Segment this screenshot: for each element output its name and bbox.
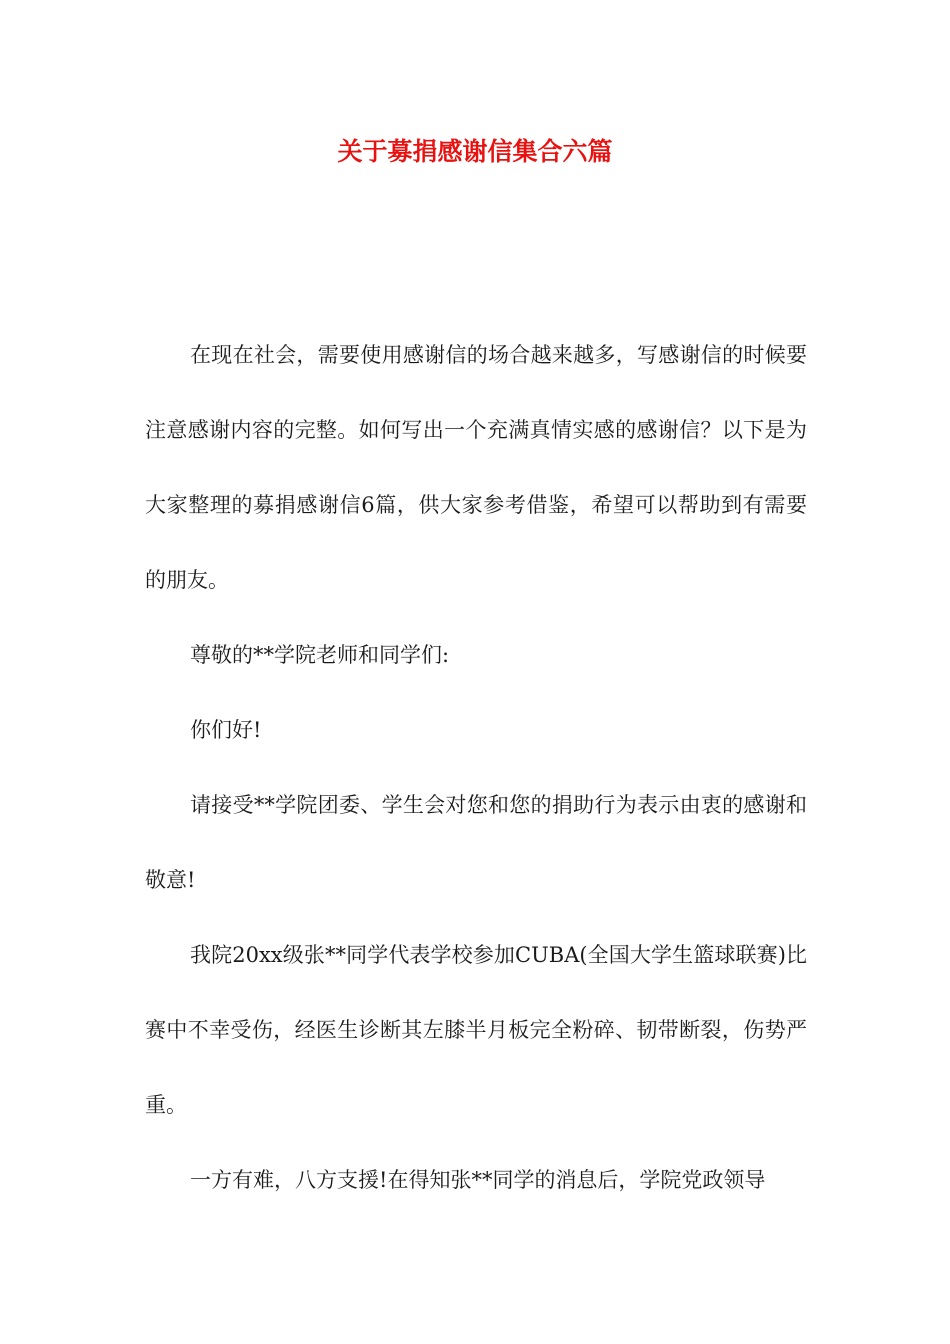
document-title: 关于募捐感谢信集合六篇 (337, 137, 613, 166)
paragraph-thanks: 请接受**学院团委、学生会对您和您的捐助行为表示由衷的感谢和敬意! (145, 793, 807, 892)
paragraph-salutation: 尊敬的**学院老师和同学们: (190, 643, 450, 667)
paragraph-intro: 在现在社会，需要使用感谢信的场合越来越多，写感谢信的时候要注意感谢内容的完整。如何写出一个充满真情实感的感谢信？以下是为大家整理的募捐感谢信6篇，供大家参考借鉴，希望可以帮助到有需要的朋友。 (145, 343, 807, 592)
document-body (145, 318, 807, 1218)
paragraph-injury: 我院20xx级张**同学代表学校参加CUBA(全国大学生篮球联赛)比赛中不幸受伤，经医生诊断其左膝半月板完全粉碎、韧带断裂，伤势严重。 (145, 943, 807, 1117)
paragraph-greeting: 你们好! (190, 718, 262, 742)
paragraph-support: 一方有难，八方支援!在得知张**同学的消息后，学院党政领导 (190, 1168, 766, 1192)
